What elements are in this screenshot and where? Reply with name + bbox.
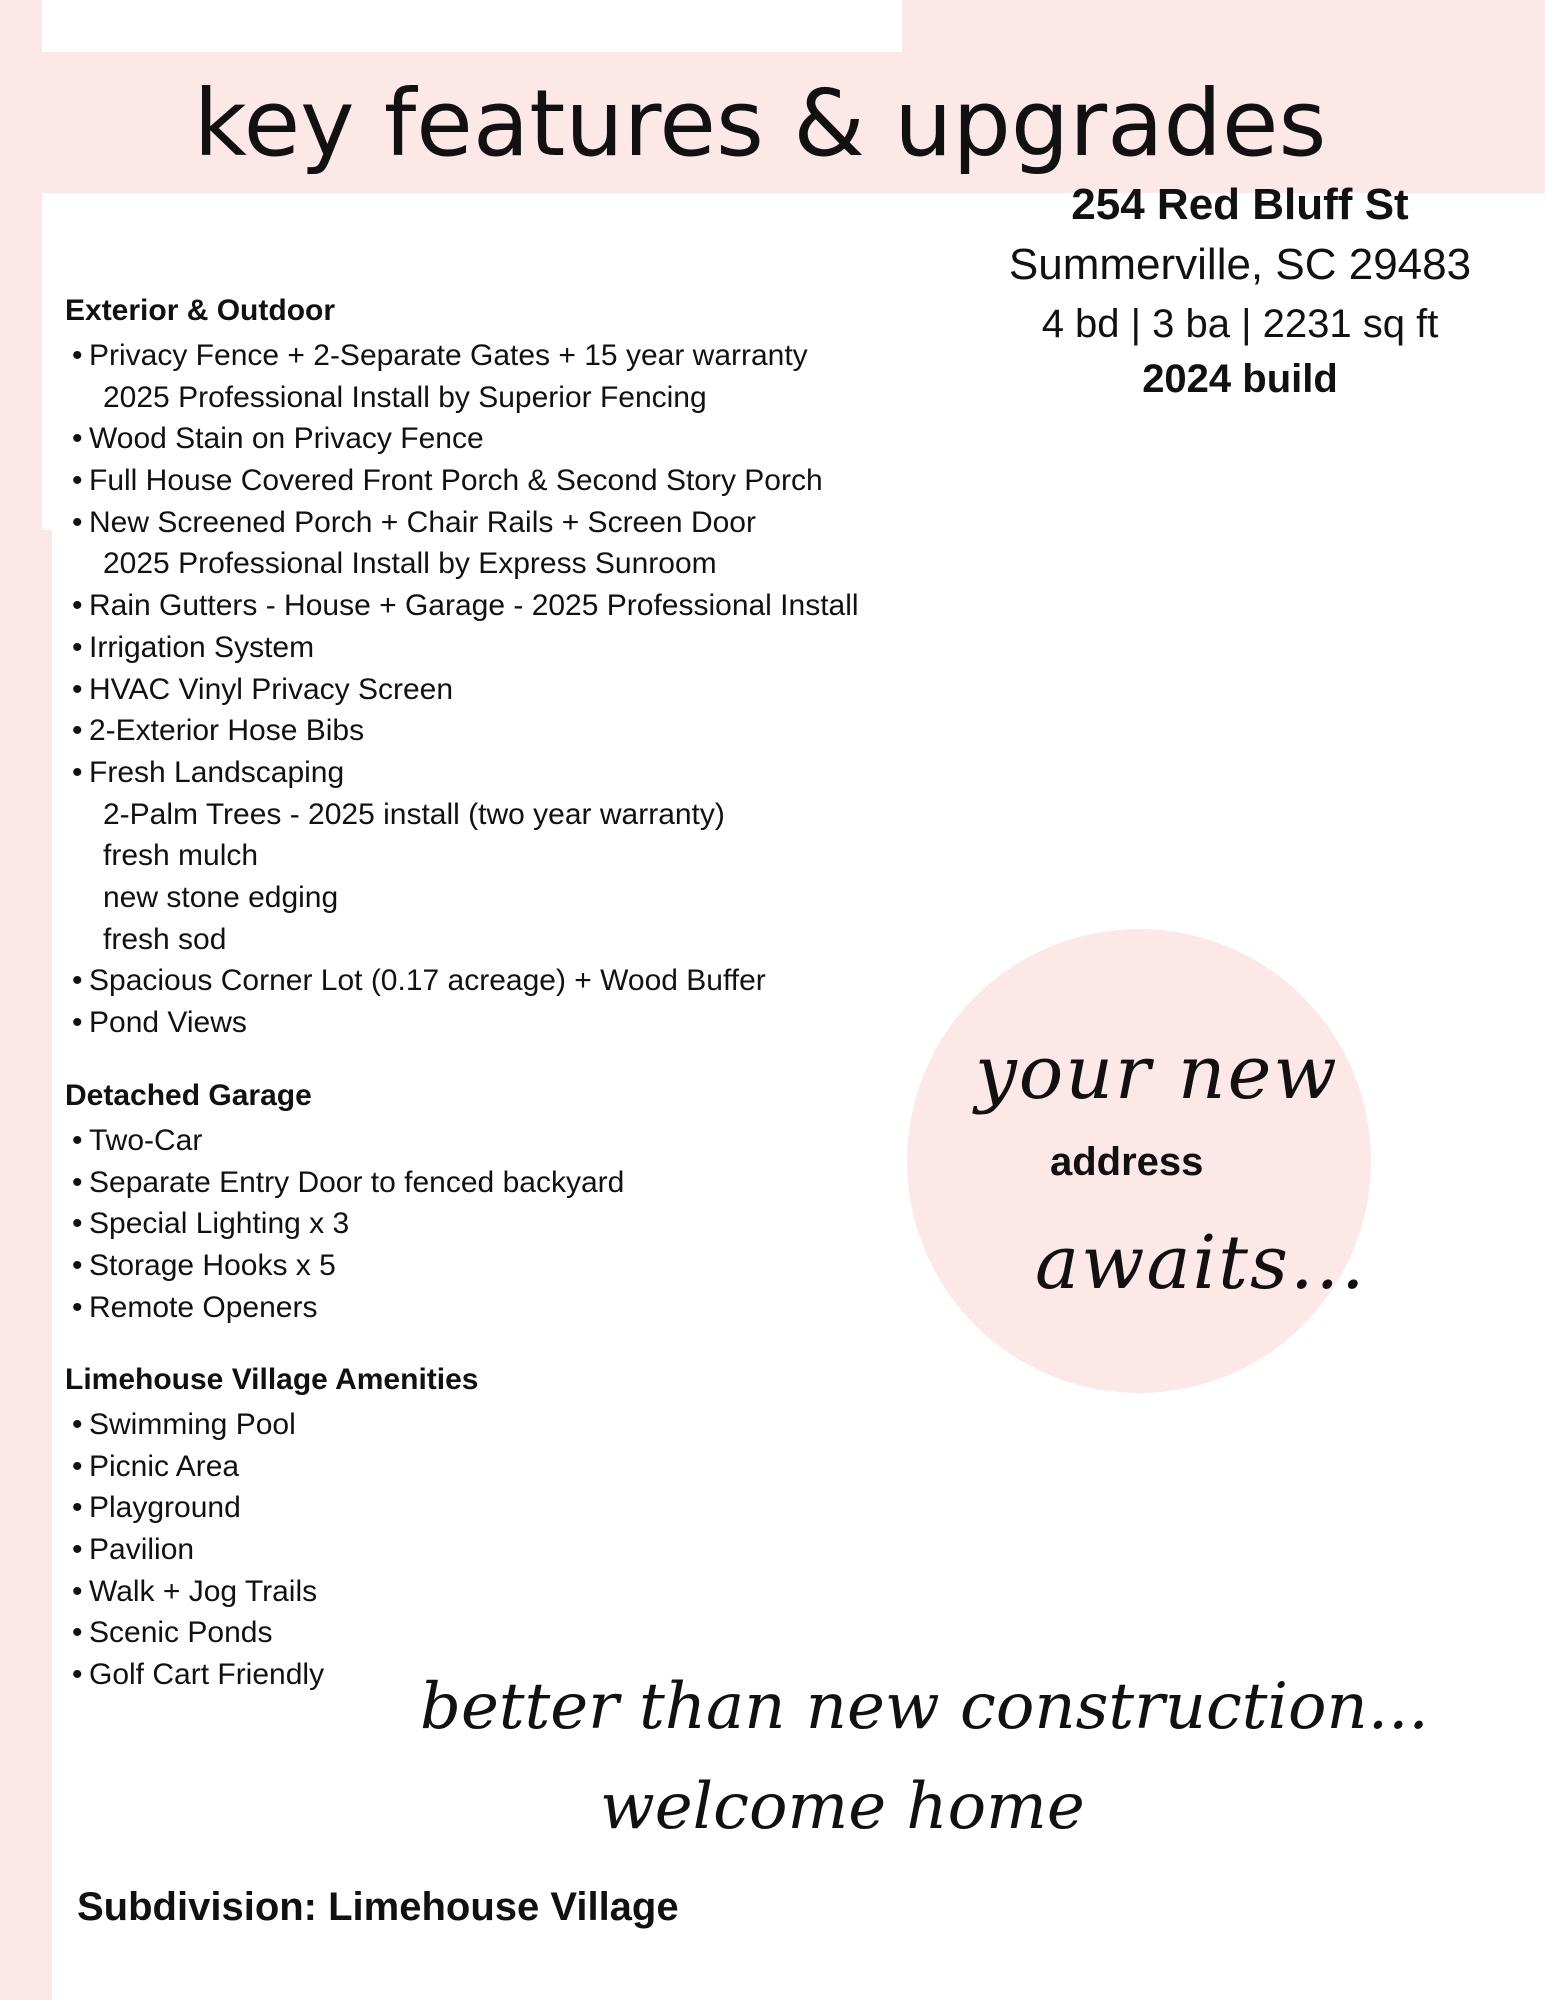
section-amenities: [65, 1362, 965, 1696]
feature-item: [65, 1287, 965, 1329]
bullet-icon: •: [72, 422, 83, 456]
feature-text: Remote Openers: [89, 1290, 318, 1324]
feature-text: fresh mulch: [103, 839, 259, 873]
address-build-year: 2024 build: [1142, 357, 1338, 401]
feature-text: Scenic Ponds: [89, 1616, 273, 1650]
page-title: key features & upgrades: [193, 70, 1327, 177]
feature-text: Swimming Pool: [89, 1408, 296, 1441]
feature-item: [65, 1487, 965, 1529]
feature-text: 2-Palm Trees - 2025 install (two year warranty): [103, 797, 725, 831]
feature-item: [65, 710, 965, 752]
bullet-icon: •: [72, 1290, 83, 1324]
feature-text: Two-Car: [89, 1124, 203, 1157]
bullet-icon: •: [72, 1491, 83, 1525]
circle-script-bottom: awaits...: [1035, 1220, 1367, 1306]
bullet-icon: •: [72, 1249, 83, 1283]
bullet-icon: •: [72, 464, 83, 498]
feature-item: [65, 752, 965, 794]
address-city: Summerville, SC 29483: [1008, 240, 1472, 289]
feature-item: [65, 1162, 965, 1204]
feature-text: Privacy Fence + 2-Separate Gates + 15 year warranty: [89, 339, 808, 372]
bullet-icon: •: [72, 1124, 83, 1157]
feature-text: Separate Entry Door to fenced backyard: [89, 1165, 625, 1199]
feature-text: Fresh Landscaping: [89, 755, 345, 789]
feature-text: Wood Stain on Privacy Fence: [89, 422, 484, 456]
bullet-icon: •: [72, 1533, 83, 1567]
circle-script-top: your new: [975, 1030, 1339, 1116]
bullet-icon: •: [72, 589, 83, 623]
feature-item: [65, 1446, 965, 1488]
feature-text: Pond Views: [89, 1006, 247, 1039]
feature-item: [65, 502, 965, 544]
feature-item: [65, 1002, 965, 1044]
bullet-icon: •: [72, 339, 83, 372]
feature-text: Golf Cart Friendly: [89, 1658, 325, 1692]
bullet-icon: •: [72, 1574, 83, 1608]
section-heading: Exterior & Outdoor: [65, 294, 336, 327]
feature-text: 2025 Professional Install by Superior Fencing: [103, 380, 707, 414]
feature-item: [65, 627, 965, 669]
feature-text: Pavilion: [89, 1533, 195, 1567]
feature-text: HVAC Vinyl Privacy Screen: [89, 672, 454, 706]
feature-text: Playground: [89, 1491, 241, 1525]
feature-item: [65, 960, 965, 1002]
feature-item: [65, 1529, 965, 1571]
section-heading: Detached Garage: [65, 1079, 312, 1112]
section-heading: Limehouse Village Amenities: [65, 1363, 479, 1396]
feature-item: [65, 335, 965, 377]
bullet-icon: •: [72, 1207, 83, 1241]
feature-text: Full House Covered Front Porch & Second Story Porch: [89, 464, 823, 498]
feature-text: Rain Gutters - House + Garage - 2025 Professional Install: [89, 589, 859, 623]
feature-subitem: [65, 835, 965, 877]
feature-text: 2-Exterior Hose Bibs: [89, 714, 365, 748]
feature-text: Spacious Corner Lot (0.17 acreage) + Wood Buffer: [89, 964, 766, 998]
feature-item: [65, 1571, 965, 1613]
feature-text: Storage Hooks x 5: [89, 1249, 336, 1283]
feature-item: [65, 669, 965, 711]
bullet-icon: •: [72, 630, 83, 664]
feature-item: [65, 460, 965, 502]
feature-item: [65, 585, 965, 627]
feature-subitem: [65, 543, 965, 585]
feature-subitem: [65, 877, 965, 919]
feature-text: Special Lighting x 3: [89, 1207, 350, 1241]
feature-item: [65, 418, 965, 460]
bullet-icon: •: [72, 755, 83, 789]
bullet-icon: •: [72, 672, 83, 706]
feature-item: [65, 1612, 965, 1654]
feature-text: new stone edging: [103, 880, 339, 914]
left-pink-strip: [42, 530, 52, 2000]
tagline-line-2: welcome home: [600, 1770, 1085, 1844]
bullet-icon: •: [72, 714, 83, 748]
feature-item: [65, 1203, 965, 1245]
feature-text: Irrigation System: [89, 630, 315, 664]
feature-subitem: [65, 377, 965, 419]
feature-text: Picnic Area: [89, 1449, 240, 1483]
bullet-icon: •: [72, 1165, 83, 1199]
bullet-icon: •: [72, 1658, 83, 1692]
feature-item: [65, 1245, 965, 1287]
feature-list: [65, 335, 965, 1044]
feature-text: Walk + Jog Trails: [89, 1574, 318, 1608]
bullet-icon: •: [72, 505, 83, 539]
address-stats: 4 bd | 3 ba | 2231 sq ft: [1041, 302, 1439, 346]
circle-address-label: address: [1050, 1140, 1204, 1184]
bullet-icon: •: [72, 1408, 83, 1441]
bullet-icon: •: [72, 1006, 83, 1039]
subdivision-label: Subdivision: Limehouse Village: [77, 1885, 679, 1929]
feature-list: [65, 1120, 965, 1328]
bullet-icon: •: [72, 1616, 83, 1650]
bullet-icon: •: [72, 964, 83, 998]
feature-subitem: [65, 919, 965, 961]
section-detached-garage: [65, 1078, 965, 1328]
feature-text: New Screened Porch + Chair Rails + Screen Door: [89, 505, 756, 539]
feature-text: fresh sod: [103, 922, 227, 956]
feature-item: [65, 1120, 965, 1162]
feature-item: [65, 1404, 965, 1446]
top-white-band: [42, 0, 902, 52]
address-street: 254 Red Bluff St: [1071, 180, 1409, 229]
tagline-line-1: better than new construction...: [420, 1670, 1429, 1744]
feature-subitem: [65, 794, 965, 836]
feature-text: 2025 Professional Install by Express Sunroom: [103, 547, 717, 581]
bullet-icon: •: [72, 1449, 83, 1483]
section-exterior-outdoor: [65, 293, 965, 1044]
feature-list: [65, 1404, 965, 1696]
